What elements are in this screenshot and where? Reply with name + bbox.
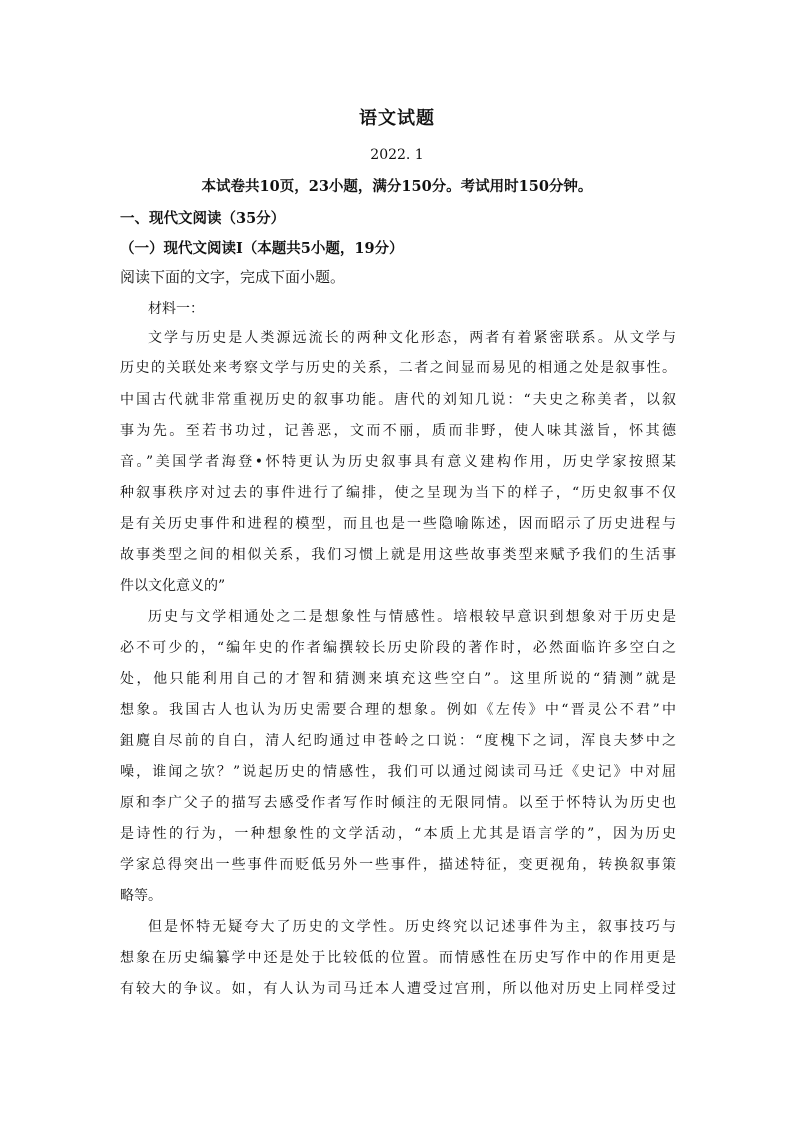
reading-instruction: 阅读下面的文字，完成下面小题。: [120, 268, 346, 286]
text-line: 学家总得突出一些事件而贬低另外一些事件，描述特征，变更视角，转换叙事策: [120, 857, 676, 873]
text-line: 原和李广父子的描写去感受作者写作时倾注的无限同情。以至于怀特认为历史也: [120, 795, 676, 811]
text-line: 件以文化意义的”: [120, 578, 226, 594]
text-line: 是有关历史事件和进程的模型，而且也是一些隐喻陈述，因而昭示了历史进程与: [120, 516, 676, 532]
text-line: 想象在历史编纂学中还是处于比较低的位置。而情感性在历史写作中的作用更是: [120, 950, 676, 966]
text-line: 历史的关联处来考察文学与历史的关系，二者之间显而易见的相通之处是叙事性。: [120, 360, 676, 376]
text-line: 种叙事秩序对过去的事件进行了编排，使之呈现为当下的样子，“历史叙事不仅: [120, 485, 676, 501]
text-line: 是诗性的行为，一种想象性的文学活动，“本质上尤其是语言学的”，因为历史: [120, 826, 676, 842]
text-line: 略等。: [120, 888, 162, 904]
text-line: 噪，谁闻之欤？”说起历史的情感性，我们可以通过阅读司马迁《史记》中对屈: [120, 764, 676, 780]
section-heading: 一、现代文阅读（35分）: [120, 210, 286, 227]
text-line: 必不可少的，“编年史的作者编撰较长历史阶段的著作时，必然面临许多空白之: [120, 640, 676, 656]
exam-date: 2022. 1: [370, 147, 424, 163]
text-line: 事为先。至若书功过，记善恶，文而不丽，质而非野，使人味其滋旨，怀其德: [120, 423, 676, 439]
text-line: 想象。我国古人也认为历史需要合理的想象。例如《左传》中“晋灵公不君”中: [120, 702, 676, 718]
exam-info: 本试卷共10页，23小题，满分150分。考试用时150分钟。: [201, 178, 593, 195]
text-line: 音。”美国学者海登•怀特更认为历史叙事具有意义建构作用，历史学家按照某: [120, 454, 676, 470]
text-line: 中国古代就非常重视历史的叙事功能。唐代的刘知几说：“夫史之称美者，以叙: [120, 392, 676, 408]
text-line: 但是怀特无疑夸大了历史的文学性。历史终究以记述事件为主，叙事技巧与: [148, 919, 676, 935]
text-line: 处，他只能利用自己的才智和猜测来填充这些空白”。这里所说的“猜测”就是: [120, 671, 676, 687]
text-line: 有较大的争议。如，有人认为司马迁本人遭受过宫刑，所以他对历史上同样受过: [120, 981, 676, 997]
text-line: 文学与历史是人类源远流长的两种文化形态，两者有着紧密联系。从文学与: [148, 330, 676, 346]
material-label: 材料一：: [148, 301, 204, 317]
exam-title: 语文试题: [359, 108, 435, 129]
text-line: 鉏麑自尽前的自白，清人纪昀通过申苍岭之口说：“度槐下之词，浑良夫梦中之: [120, 733, 676, 749]
text-line: 故事类型之间的相似关系，我们习惯上就是用这些故事类型来赋予我们的生活事: [120, 547, 676, 563]
sub-heading: （一）现代文阅读Ⅰ（本题共5小题，19分）: [120, 240, 404, 257]
text-line: 历史与文学相通处之二是想象性与情感性。培根较早意识到想象对于历史是: [148, 609, 676, 625]
